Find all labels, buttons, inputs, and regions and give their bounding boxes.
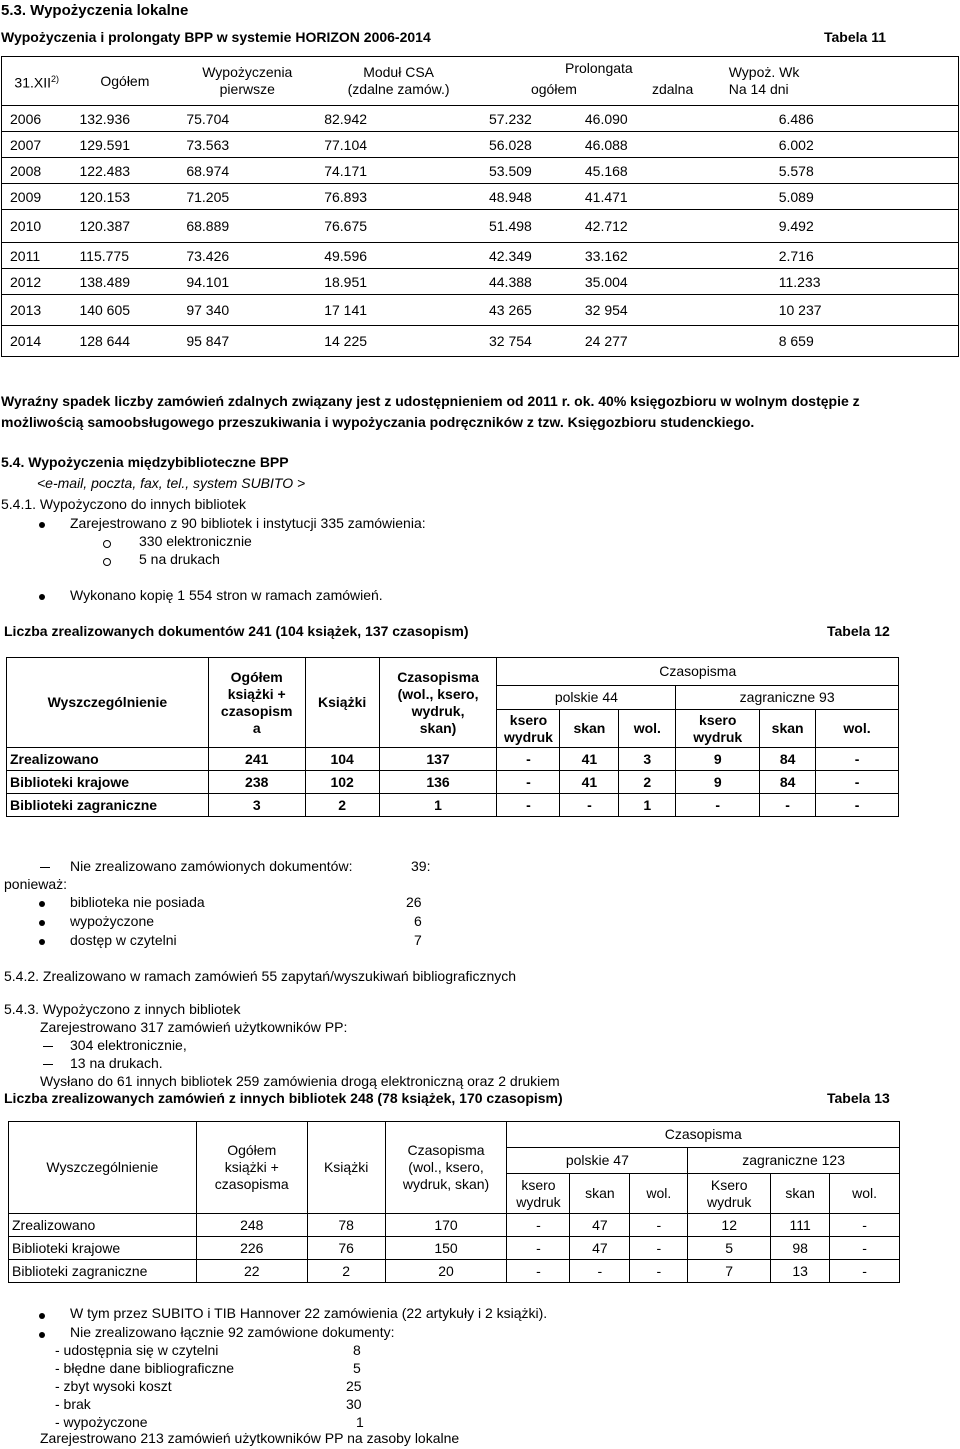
section-heading-5-4: 5.4. Wypożyczenia międzybiblioteczne BPP <box>1 454 289 470</box>
reason-2: wypożyczone <box>70 913 155 929</box>
detail-4: - brak <box>55 1396 91 1412</box>
detail-3-value: 25 <box>346 1378 362 1394</box>
t12-h-wol: wol. <box>619 710 676 748</box>
t12-h-ksero: ksero wydruk <box>497 710 560 748</box>
section-5-4-2: 5.4.2. Zrealizowano w ramach zamówień 55 zapytań/wyszukiwań bibliograficznych <box>4 968 517 984</box>
paragraph-1: Wyraźny spadek liczby zamówień zdalnych związany jest z udostępnieniem od 2011 r. ok. 40% księgozbioru w wolnym dostępie z <box>1 393 860 409</box>
bullet-icon <box>39 920 45 926</box>
table-13-tag: Tabela 13 <box>827 1090 890 1106</box>
reason-3-value: 7 <box>414 932 422 948</box>
table-row: 2011 115.775 73.426 49.596 42.349 33.162 2.716 <box>2 243 959 269</box>
table-12-tag: Tabela 12 <box>827 623 890 639</box>
electronic-text: 304 elektronicznie, <box>70 1037 187 1053</box>
table-row: Zrealizowano 241 104 137 - 41 3 9 84 - <box>7 748 899 771</box>
table-row: 2009 120.153 71.205 76.893 48.948 41.471 5.089 <box>2 184 959 210</box>
table-row: 2007 129.591 73.563 77.104 56.028 46.088 6.002 <box>2 132 959 158</box>
t12-h-zagraniczne: zagraniczne 93 <box>676 686 899 710</box>
dash-icon <box>43 1064 53 1065</box>
t12-h-skan-z: skan <box>760 710 816 748</box>
table-13 <box>8 1121 900 1283</box>
circle-bullet-icon <box>103 558 111 566</box>
t13-h-wysz: Wyszczególnienie <box>9 1122 197 1214</box>
t11-h-prolongata: Prolongata ogółem zdalna <box>481 57 717 106</box>
last-line: Zarejestrowano 213 zamówień użytkowników PP na zasoby lokalne <box>40 1430 460 1446</box>
detail-5-value: 1 <box>356 1414 364 1430</box>
t13-h-wol: wol. <box>630 1174 688 1214</box>
table-11 <box>1 56 959 357</box>
section-heading-5-3: 5.3. Wypożyczenia lokalne <box>1 2 189 19</box>
table-row: Biblioteki zagraniczne 22 2 20 - - - 7 13 - <box>9 1260 900 1283</box>
table-row: 2012 138.489 94.101 18.951 44.388 35.004 11.233 <box>2 269 959 295</box>
t12-h-skan: skan <box>560 710 619 748</box>
footer-bullet-1: W tym przez SUBITO i TIB Hannover 22 zamówienia (22 artykuły i 2 książki). <box>70 1305 548 1321</box>
t13-h-ksiazki: Książki <box>307 1122 385 1214</box>
t11-h-date: 31.XII$^{2)}$ <box>2 57 72 106</box>
bullet-icon <box>39 594 45 600</box>
table-11-header <box>2 57 959 106</box>
t12-h-wol-z: wol. <box>816 710 899 748</box>
t12-h-ksiazki: Książki <box>305 658 379 748</box>
reason-2-value: 6 <box>414 913 422 929</box>
t12-h-wysz: Wyszczególnienie <box>7 658 209 748</box>
t13-h-wol-z: wol. <box>830 1174 900 1214</box>
bullet-icon <box>39 1332 45 1338</box>
t11-h-wk: Wypoż. Wk Na 14 dni <box>717 57 959 106</box>
bullet-text-1: Zarejestrowano z 90 bibliotek i instytucji 335 zamówienia: <box>70 515 426 531</box>
bullet-icon <box>39 901 45 907</box>
t13-h-skan-z: skan <box>771 1174 830 1214</box>
table-row: 2014 128 644 95 847 14 225 32 754 24 277 8 659 <box>2 326 959 357</box>
sent-text: Wysłano do 61 innych bibliotek 259 zamówienia drogą elektroniczną oraz 2 drukiem <box>40 1073 560 1089</box>
detail-1-value: 8 <box>353 1342 361 1358</box>
table-13-title: Liczba zrealizowanych zamówień z innych bibliotek 248 (78 książek, 170 czasopism) <box>4 1090 563 1106</box>
detail-2-value: 5 <box>353 1360 361 1376</box>
bullet-icon <box>39 939 45 945</box>
t11-h-csa: Moduł CSA (zdalne zamów.) <box>316 57 481 106</box>
t13-h-czasopisma: Czasopisma <box>507 1122 900 1148</box>
circle-bullet-icon <box>103 540 111 548</box>
not-realized-value: 39: <box>411 858 431 874</box>
sub-bullet-1: 330 elektronicznie <box>139 533 252 549</box>
t11-h-ogolem: Ogółem <box>71 57 178 106</box>
table-row: Zrealizowano 248 78 170 - 47 - 12 111 - <box>9 1214 900 1237</box>
t13-h-polskie: polskie 47 <box>507 1148 688 1174</box>
reason-3: dostęp w czytelni <box>70 932 177 948</box>
t13-h-ksero-z: Ksero wydruk <box>688 1174 771 1214</box>
t13-h-skan: skan <box>570 1174 630 1214</box>
t11-h-wypozyczenia: Wypożyczenia pierwsze <box>178 57 316 106</box>
t12-h-polskie: polskie 44 <box>497 686 676 710</box>
table-row: 2013 140 605 97 340 17 141 43 265 32 954 10 237 <box>2 295 959 326</box>
sub-bullet-2: 5 na drukach <box>139 551 220 567</box>
reason-1-value: 26 <box>406 894 422 910</box>
section-heading-5-4-1: 5.4.1. Wypożyczono do innych bibliotek <box>1 496 247 512</box>
reason-1: biblioteka nie posiada <box>70 894 205 910</box>
detail-4-value: 30 <box>346 1396 362 1412</box>
detail-2: - błędne dane bibliograficzne <box>55 1360 235 1376</box>
t12-h-ksero-z: ksero wydruk <box>676 710 760 748</box>
print-text: 13 na drukach. <box>70 1055 163 1071</box>
t12-h-ogolem: Ogółem książki + czasopism a <box>208 658 305 748</box>
table-row: Biblioteki krajowe 238 102 136 - 41 2 9 84 - <box>7 771 899 794</box>
t13-h-czasopisma-all: Czasopisma (wol., ksero, wydruk, skan) <box>385 1122 507 1214</box>
table-row: 2008 122.483 68.974 74.171 53.509 45.168 5.578 <box>2 158 959 184</box>
section-5-4-3: 5.4.3. Wypożyczono z innych bibliotek <box>4 1001 241 1017</box>
footer-bullet-2: Nie zrealizowano łącznie 92 zamówione dokumenty: <box>70 1324 395 1340</box>
table-row: Biblioteki zagraniczne 3 2 1 - - 1 - - - <box>7 794 899 817</box>
because-text: ponieważ: <box>4 876 68 892</box>
section-5-4-subtitle: <e-mail, poczta, fax, tel., system SUBITO > <box>37 475 306 491</box>
table-12 <box>6 657 899 817</box>
t12-h-czasopisma-all: Czasopisma (wol., ksero, wydruk, skan) <box>379 658 497 748</box>
table-row: 2006 132.936 75.704 82.942 57.232 46.090 6.486 <box>2 106 959 132</box>
bullet-text-2: Wykonano kopię 1 554 stron w ramach zamówień. <box>70 587 383 603</box>
detail-5: - wypożyczone <box>55 1414 148 1430</box>
bullet-icon <box>39 1313 45 1319</box>
bullet-icon <box>39 522 45 528</box>
t13-h-zagraniczne: zagraniczne 123 <box>688 1148 900 1174</box>
table-row: 2010 120.387 68.889 76.675 51.498 42.712 9.492 <box>2 210 959 243</box>
dash-icon <box>43 1046 53 1047</box>
detail-1: - udostępnia się w czytelni <box>55 1342 219 1358</box>
t13-h-ogolem: Ogółem książki + czasopisma <box>196 1122 307 1214</box>
dash-icon <box>40 867 50 868</box>
detail-3: - zbyt wysoki koszt <box>55 1378 172 1394</box>
table-11-tag: Tabela 11 <box>824 29 887 45</box>
table-12-title: Liczba zrealizowanych dokumentów 241 (104 książek, 137 czasopism) <box>4 623 469 639</box>
registered-text: Zarejestrowano 317 zamówień użytkowników PP: <box>40 1019 348 1035</box>
not-realized-text: Nie zrealizowano zamówionych dokumentów: <box>70 858 353 874</box>
table-row: Biblioteki krajowe 226 76 150 - 47 - 5 98 - <box>9 1237 900 1260</box>
paragraph-2: możliwością samoobsługowego przeszukiwania i wypożyczania podręczników z tzw. Księgozbioru studenckiego. <box>1 414 755 430</box>
t13-h-ksero: ksero wydruk <box>507 1174 570 1214</box>
table-11-title: Wypożyczenia i prolongaty BPP w systemie HORIZON 2006-2014 <box>1 29 431 45</box>
t12-h-czasopisma: Czasopisma <box>497 658 899 686</box>
